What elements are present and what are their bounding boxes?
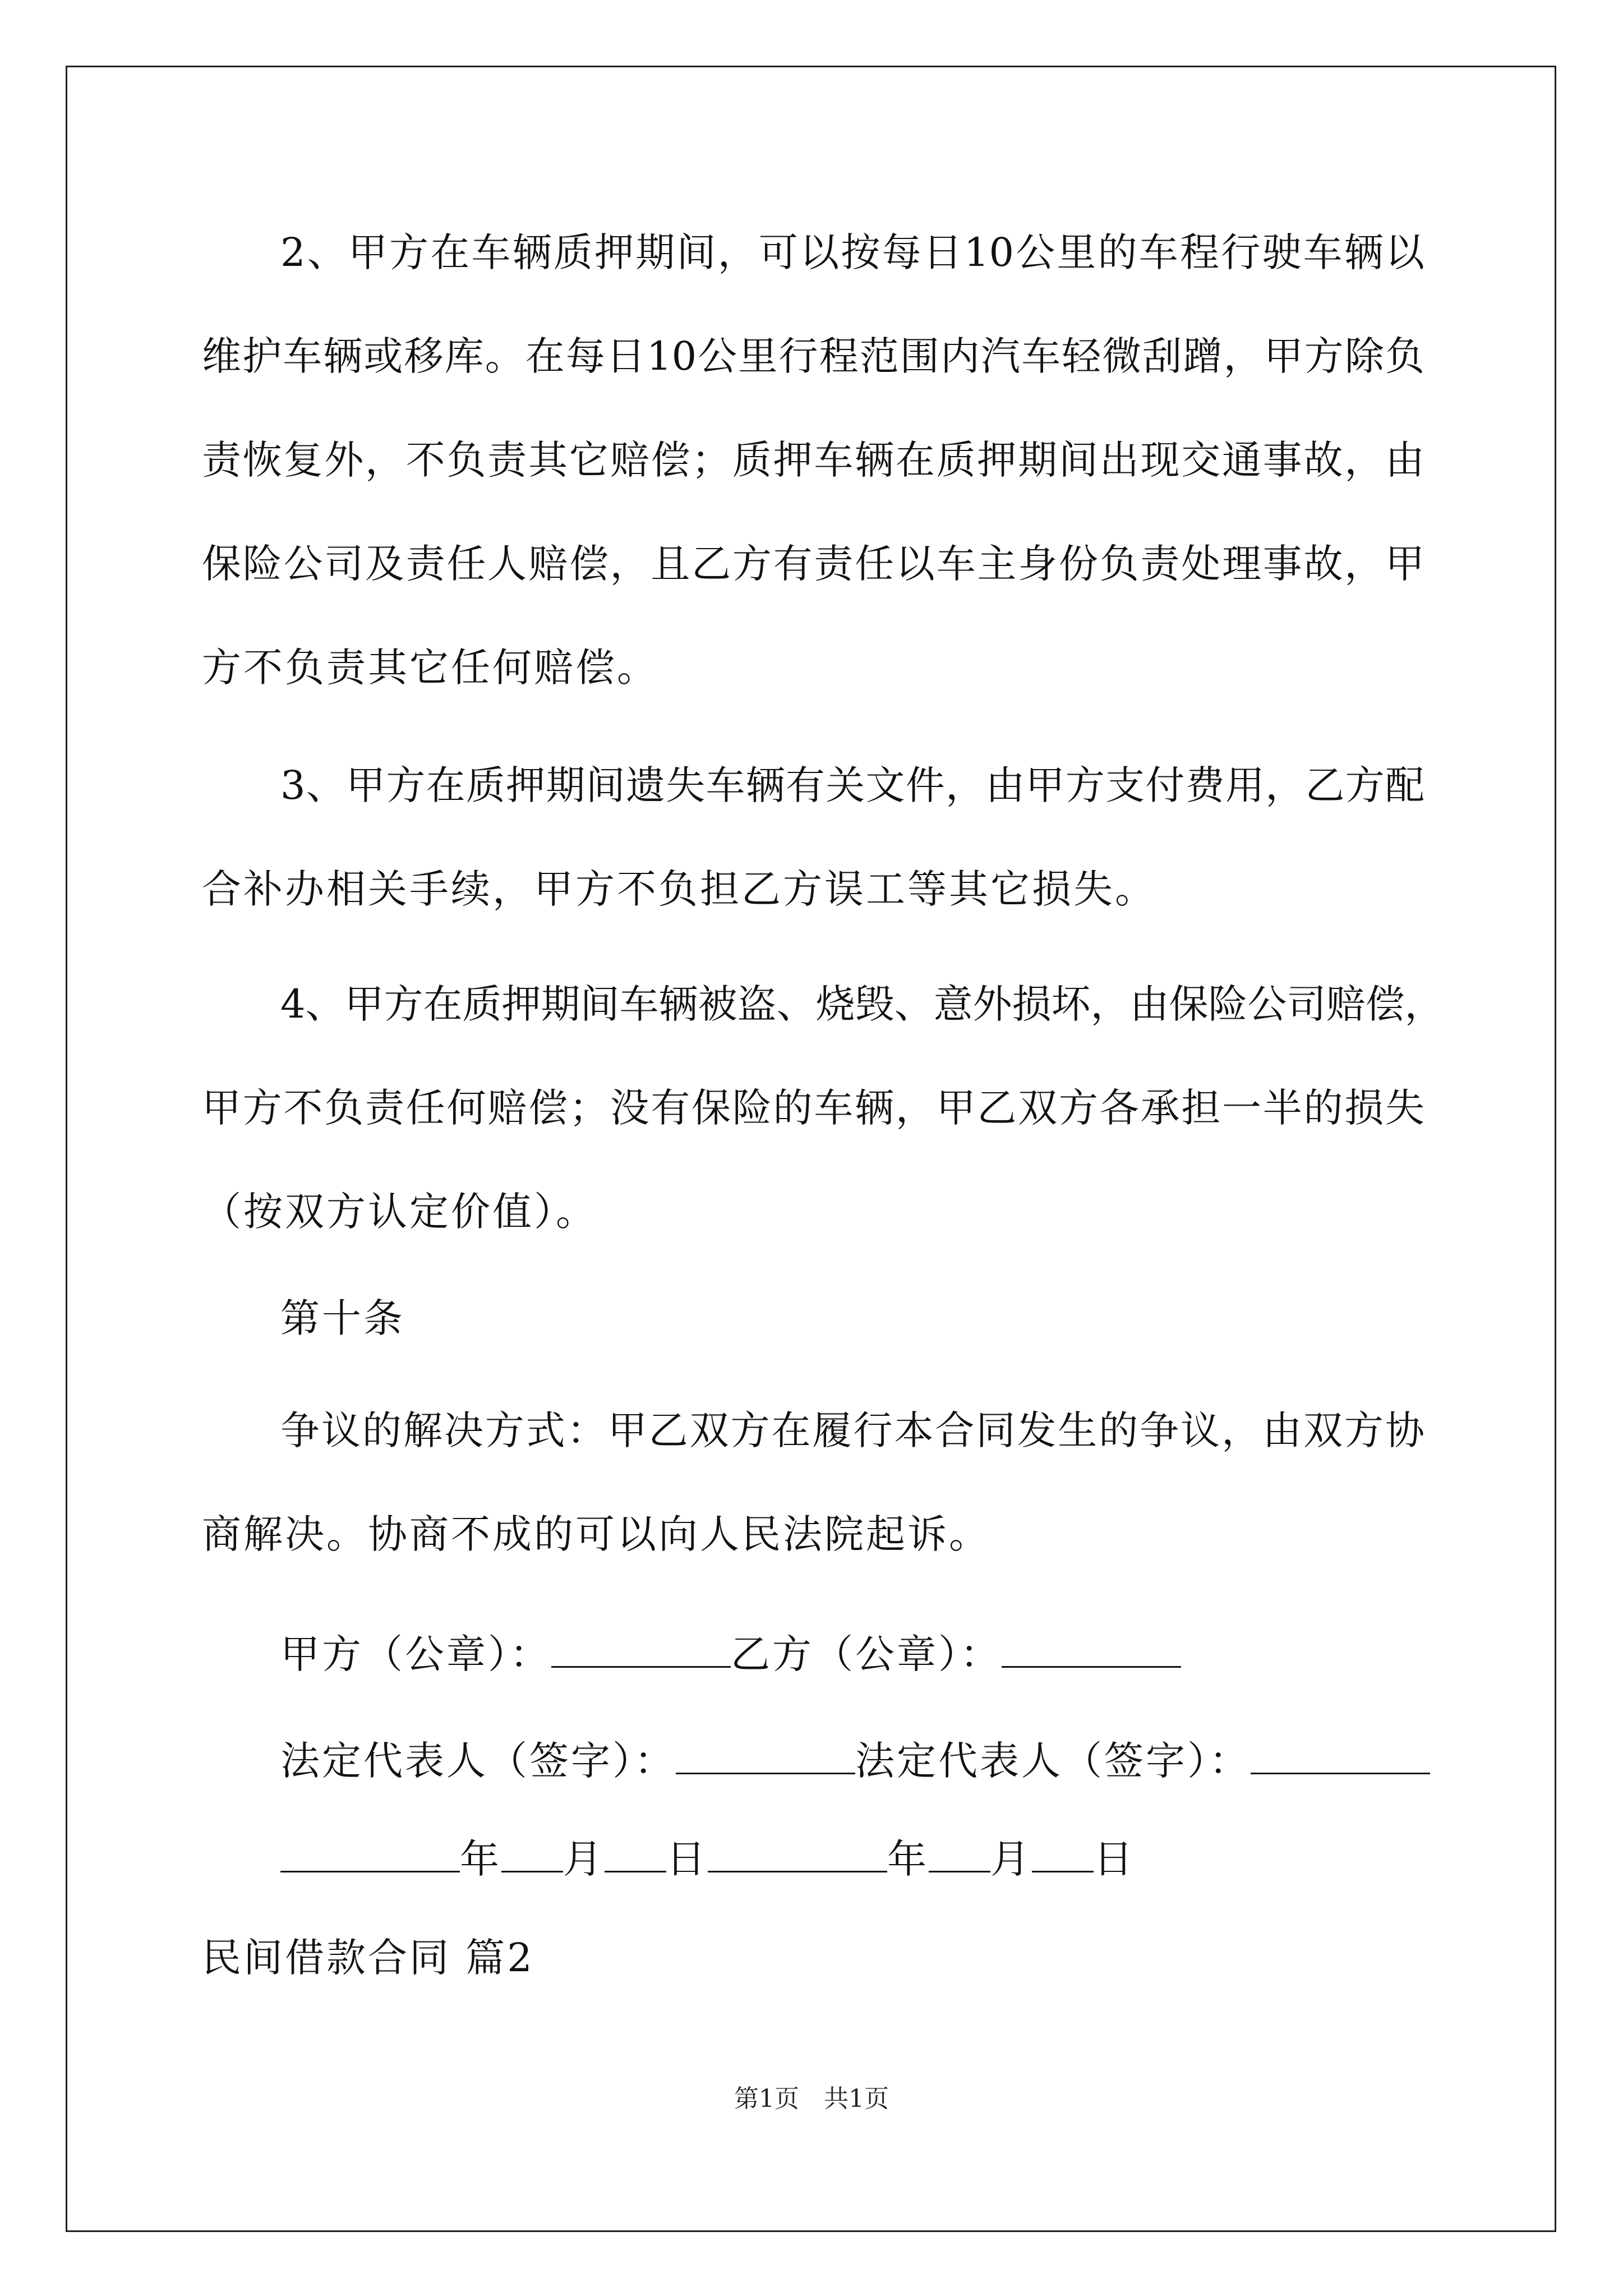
paragraph-4-line-1: 4、甲方在质押期间车辆被盗、烧毁、意外损坏，由保险公司赔偿， — [280, 981, 1444, 1027]
article-10-heading: 第十条 — [280, 1295, 405, 1341]
paragraph-3-line-2: 合补办相关手续，甲方不负担乙方误工等其它损失。 — [202, 866, 1156, 912]
date-a-month-blank[interactable] — [501, 1832, 563, 1872]
legal-rep-row — [280, 1733, 1430, 1786]
paragraph-2-line-3: 责恢复外，不负责其它赔偿；质押车辆在质押期间出现交通事故，由 — [202, 437, 1424, 483]
paragraph-3-line-1: 3、甲方在质押期间遗失车辆有关文件，由甲方支付费用，乙方配 — [280, 762, 1424, 808]
date-b-day-label: 日 — [1094, 1836, 1135, 1882]
date-a-day-blank[interactable] — [605, 1832, 666, 1872]
party-b-seal-label: 乙方（公章）： — [731, 1631, 1002, 1677]
date-b-month-label: 月 — [990, 1836, 1032, 1882]
page-footer: 第1页 共1页 — [734, 2085, 889, 2113]
dispute-line-2: 商解决。协商不成的可以向人民法院起诉。 — [202, 1511, 990, 1557]
paragraph-2-line-4: 保险公司及责任人赔偿，且乙方有责任以车主身份负责处理事故，甲 — [202, 541, 1424, 587]
party-b-seal-blank[interactable] — [1002, 1627, 1181, 1668]
legal-rep-a-blank[interactable] — [676, 1733, 855, 1774]
date-b-day-blank[interactable] — [1032, 1832, 1094, 1872]
date-b-year-blank[interactable] — [708, 1832, 887, 1872]
date-a-year-label: 年 — [460, 1836, 501, 1882]
date-row — [280, 1832, 1135, 1884]
date-a-day-label: 日 — [666, 1836, 708, 1882]
date-b-year-label: 年 — [887, 1836, 929, 1882]
date-a-year-blank[interactable] — [280, 1832, 460, 1872]
seal-row — [280, 1627, 1181, 1680]
paragraph-2-line-5: 方不负责其它任何赔偿。 — [202, 645, 658, 691]
date-b-month-blank[interactable] — [929, 1832, 990, 1872]
party-a-seal-label: 甲方（公章）： — [280, 1631, 551, 1677]
date-a-month-label: 月 — [563, 1836, 605, 1882]
paragraph-2-line-1: 2、甲方在车辆质押期间，可以按每日10公里的车程行驶车辆以 — [280, 229, 1424, 275]
legal-rep-b-blank[interactable] — [1251, 1733, 1430, 1774]
dispute-line-1: 争议的解决方式：甲乙双方在履行本合同发生的争议，由双方协 — [280, 1407, 1424, 1453]
next-section-title: 民间借款合同 篇2 — [202, 1935, 534, 1981]
paragraph-4-line-3: （按双方认定价值）。 — [202, 1189, 597, 1235]
party-a-seal-blank[interactable] — [551, 1627, 731, 1668]
legal-rep-label-b: 法定代表人（签字）： — [855, 1738, 1251, 1784]
page-border — [66, 66, 1556, 2232]
paragraph-4-line-2: 甲方不负责任何赔偿；没有保险的车辆，甲乙双方各承担一半的损失 — [202, 1085, 1424, 1131]
legal-rep-label-a: 法定代表人（签字）： — [280, 1738, 676, 1784]
paragraph-2-line-2: 维护车辆或移库。在每日10公里行程范围内汽车轻微刮蹭，甲方除负 — [202, 333, 1424, 379]
